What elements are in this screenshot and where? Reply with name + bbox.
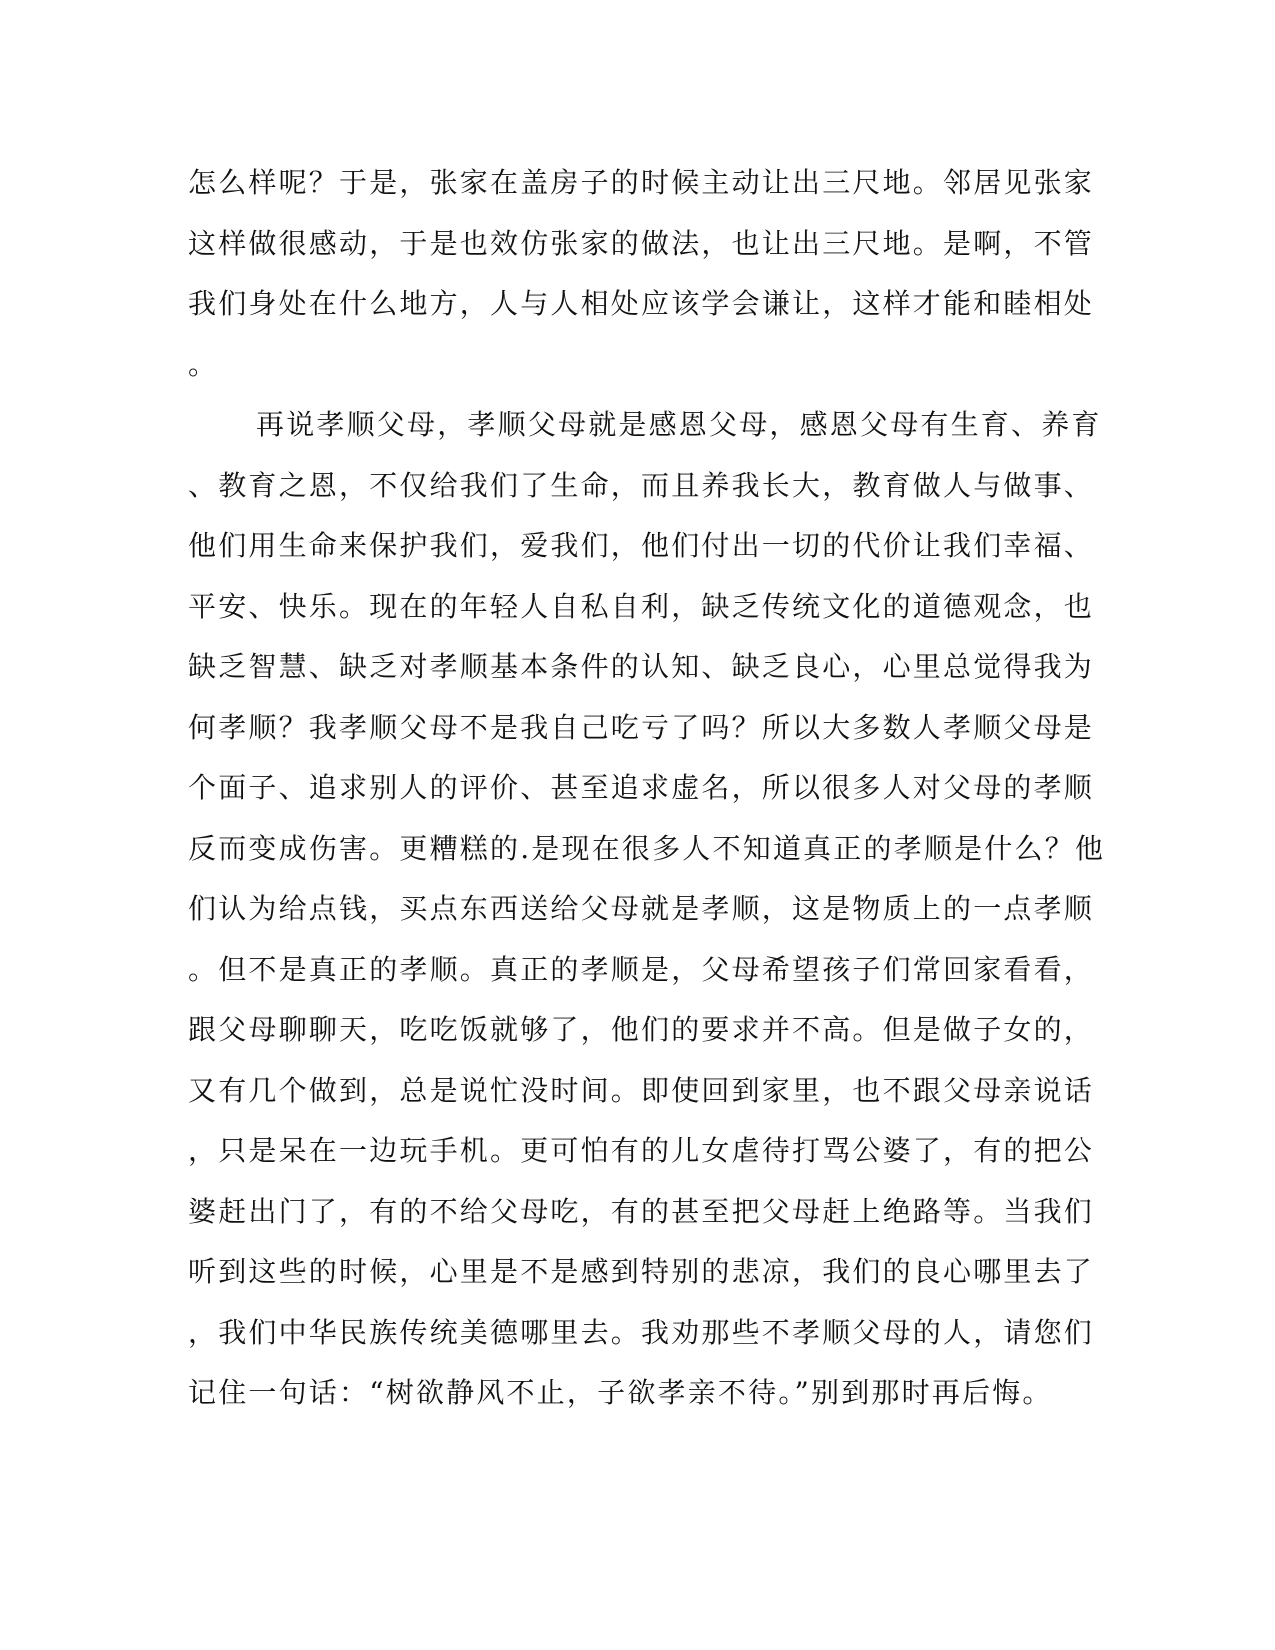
text-line: 我们身处在什么地方，人与人相处应该学会谦让，这样才能和睦相处 xyxy=(188,287,1095,320)
text-line: ，只是呆在一边玩手机。更可怕有的儿女虐待打骂公婆了，有的把公 xyxy=(188,1134,1095,1167)
text-line: 个面子、追求别人的评价、甚至追求虚名，所以很多人对父母的孝顺 xyxy=(188,771,1095,804)
text-line: 平安、快乐。现在的年轻人自私自利，缺乏传统文化的道德观念，也 xyxy=(188,589,1095,623)
text-line: ，我们中华民族传统美德哪里去。我劝那些不孝顺父母的人，请您们 xyxy=(188,1315,1095,1349)
text-line: 又有几个做到，总是说忙没时间。即使回到家里，也不跟父母亲说话 xyxy=(188,1073,1095,1107)
text-line: 。但不是真正的孝顺。真正的孝顺是，父母希望孩子们常回家看看， xyxy=(188,952,1095,986)
paragraph-start-line: 再说孝顺父母，孝顺父母就是感恩父母，感恩父母有生育、养育 xyxy=(256,408,1102,441)
text-line: 这样做很感动，于是也效仿张家的做法，也让出三尺地。是啊，不管 xyxy=(188,226,1095,260)
text-line: 婆赶出门了，有的不给父母吃，有的甚至把父母赶上绝路等。当我们 xyxy=(188,1194,1095,1228)
text-line: 缺乏智慧、缺乏对孝顺基本条件的认知、缺乏良心，心里总觉得我为 xyxy=(188,650,1095,683)
text-line: 何孝顺？我孝顺父母不是我自己吃亏了吗？所以大多数人孝顺父母是 xyxy=(188,710,1095,744)
text-line: 记住一句话：“树欲静风不止，子欲孝亲不待。”别到那时再后悔。 xyxy=(188,1376,1053,1409)
text-line: 、教育之恩，不仅给我们了生命，而且养我长大，教育做人与做事、 xyxy=(188,468,1095,502)
text-line: 跟父母聊聊天，吃吃饭就够了，他们的要求并不高。但是做子女的， xyxy=(188,1013,1095,1046)
body-text xyxy=(188,158,1106,1429)
text-line: 听到这些的时候，心里是不是感到特别的悲凉，我们的良心哪里去了 xyxy=(188,1255,1095,1288)
text-line: 反而变成伤害。更糟糕的.是现在很多人不知道真正的孝顺是什么？他 xyxy=(188,831,1106,865)
text-line: 。 xyxy=(188,347,219,381)
text-line: 怎么样呢？于是，张家在盖房子的时候主动让出三尺地。邻居见张家 xyxy=(188,166,1095,199)
text-line: 们认为给点钱，买点东西送给父母就是孝顺，这是物质上的一点孝顺 xyxy=(188,892,1095,925)
text-line: 他们用生命来保护我们，爱我们，他们付出一切的代价让我们幸福、 xyxy=(188,529,1095,562)
